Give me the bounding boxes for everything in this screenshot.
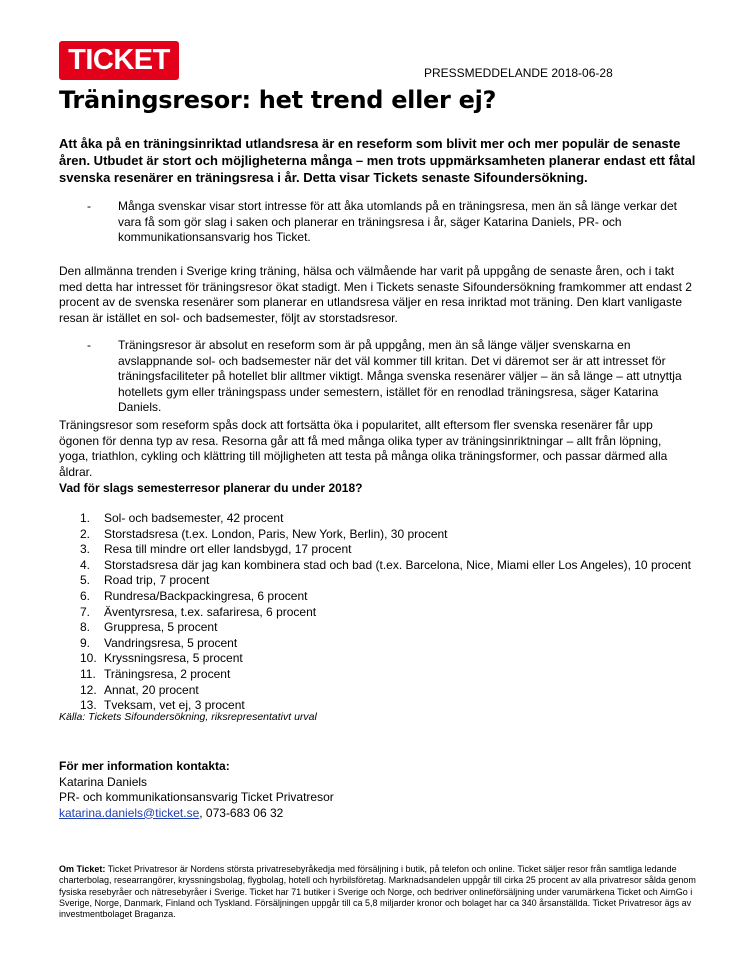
quote-dash: - <box>87 199 91 213</box>
about-ticket <box>59 864 699 920</box>
press-release-dateline: PRESSMEDDELANDE 2018-06-28 <box>424 66 613 80</box>
contact-email-link[interactable]: katarina.daniels@ticket.se <box>59 805 200 820</box>
contact-phone: , 073-683 06 32 <box>199 805 284 820</box>
ticket-logo <box>59 41 179 80</box>
list-item: 12. Annat, 20 procent <box>80 682 199 697</box>
list-item: 3. Resa till mindre ort eller landsbygd, 17 procent <box>80 542 352 557</box>
body-paragraph-1: Den allmänna trenden i Sverige kring träning, hälsa och välmående har varit på uppgång de senaste åren, och i takt med detta har intresset för träningsresor ökat stadigt. Men i Tickets senaste Sifoundersökning framkommer att endast 2 procent av de svenska resenärer som planerar en utlandsresa väljer en resa inriktad mot träning. Den klart vanligaste resan är istället en sol- och badsemester, följt av storstadsresor. <box>59 264 692 325</box>
quote-dash: - <box>87 338 91 352</box>
list-item: 6. Rundresa/Backpackingresa, 6 procent <box>80 588 308 603</box>
list-item: 2. Storstadsresa (t.ex. London, Paris, New York, Berlin), 30 procent <box>80 526 448 541</box>
contact-role: PR- och kommunikationsansvarig Ticket Privatresor <box>59 790 334 804</box>
list-item: 7. Äventyrsresa, t.ex. safariresa, 6 procent <box>80 604 317 619</box>
list-item: 5. Road trip, 7 procent <box>80 573 210 588</box>
about-label: Om Ticket: <box>59 864 106 874</box>
contact-heading: För mer information kontakta: <box>59 759 230 773</box>
list-item: 8. Gruppresa, 5 procent <box>80 620 218 635</box>
survey-question: Vad för slags semesterresor planerar du under 2018? <box>59 481 363 495</box>
survey-results-list <box>80 511 691 714</box>
about-text: Ticket Privatresor är Nordens största privatresebyråkedja med försäljning i butik, på telefon och online. Ticket säljer resor från samtliga ledande charterbolag, researrangörer, kryssningsbolag, flygbolag, hotell och hyrbilsföretag. Marknadsandelen uppgår till cirka 25 procent av alla privatresor sålda genom fysiska resebyråer och nätresebyråer i Sverige. Ticket har 71 butiker i Sverige och Norge, och bedriver onlineförsäljning under varumärkena Ticket och AirnGo i Sverige, Norge, Danmark, Finland och Tyskland. Försäljningen uppgår till ca 5,8 miljarder kronor och bolaget har ca 340 årsanställda. Ticket Privatresor ägs av investmentbolaget Braganza. <box>59 864 696 920</box>
contact-name: Katarina Daniels <box>59 774 148 789</box>
list-item: 4. Storstadsresa där jag kan kombinera stad och bad (t.ex. Barcelona, Nice, Miami eller Los Angeles), 10 procent <box>80 557 691 572</box>
survey-source: Källa: Tickets Sifoundersökning, riksrepresentativt urval <box>59 711 317 723</box>
list-item: 11. Träningsresa, 2 procent <box>80 666 231 681</box>
contact-block <box>59 759 334 821</box>
lead-paragraph: Att åka på en träningsinriktad utlandsresa är en reseform som blivit mer och mer populär de senaste åren. Utbudet är stort och möjligheterna många – men trots uppmärksamheten planerar endast ett fåtal svenska resenärer en träningsresa i år. Detta visar Tickets senaste Sifoundersökning. <box>59 136 696 185</box>
quote-text: Många svenskar visar stort intresse för att åka utomlands på en träningsresa, men än så länge verkar det vara få som gör slag i saken och planerar en träningsresa i år, säger Katarina Daniels, PR- och kommunikationsansvarig hos Ticket. <box>118 199 677 244</box>
quote-text: Träningsresor är absolut en reseform som är på uppgång, men än så länge väljer svenskarna en avslappnande sol- och badsemester när det väl kommer till kritan. Det vi däremot ser är att intresset för träningsfaciliteter på hotellet blir alltmer viktigt. Många svenska resenärer väljer – än så länge – att utnyttja hotellets gym eller träningspass under semestern, istället för en renodlad träningsresa, säger Katarina Daniels. <box>118 338 682 414</box>
contact-line <box>59 806 334 822</box>
list-item: 9. Vandringsresa, 5 procent <box>80 635 238 650</box>
page-title: Träningsresor: het trend eller ej? <box>59 86 497 114</box>
list-item: 13. Tveksam, vet ej, 3 procent <box>80 698 245 713</box>
body-paragraph-2: Träningsresor som reseform spås dock att fortsätta öka i popularitet, allt eftersom fler svenska resenärer får upp ögonen för denna typ av resa. Resorna går att få med många olika typer av träningsinriktningar – allt från löpning, yoga, triathlon, cykling och klättring till möjligheten att testa på många olika träningsformer, och passar därmed alla åldrar. <box>59 418 668 479</box>
logo-text: TICKET <box>68 44 170 76</box>
list-item: 10. Kryssningsresa, 5 procent <box>80 651 243 666</box>
list-item: 1. Sol- och badsemester, 42 procent <box>80 511 284 525</box>
